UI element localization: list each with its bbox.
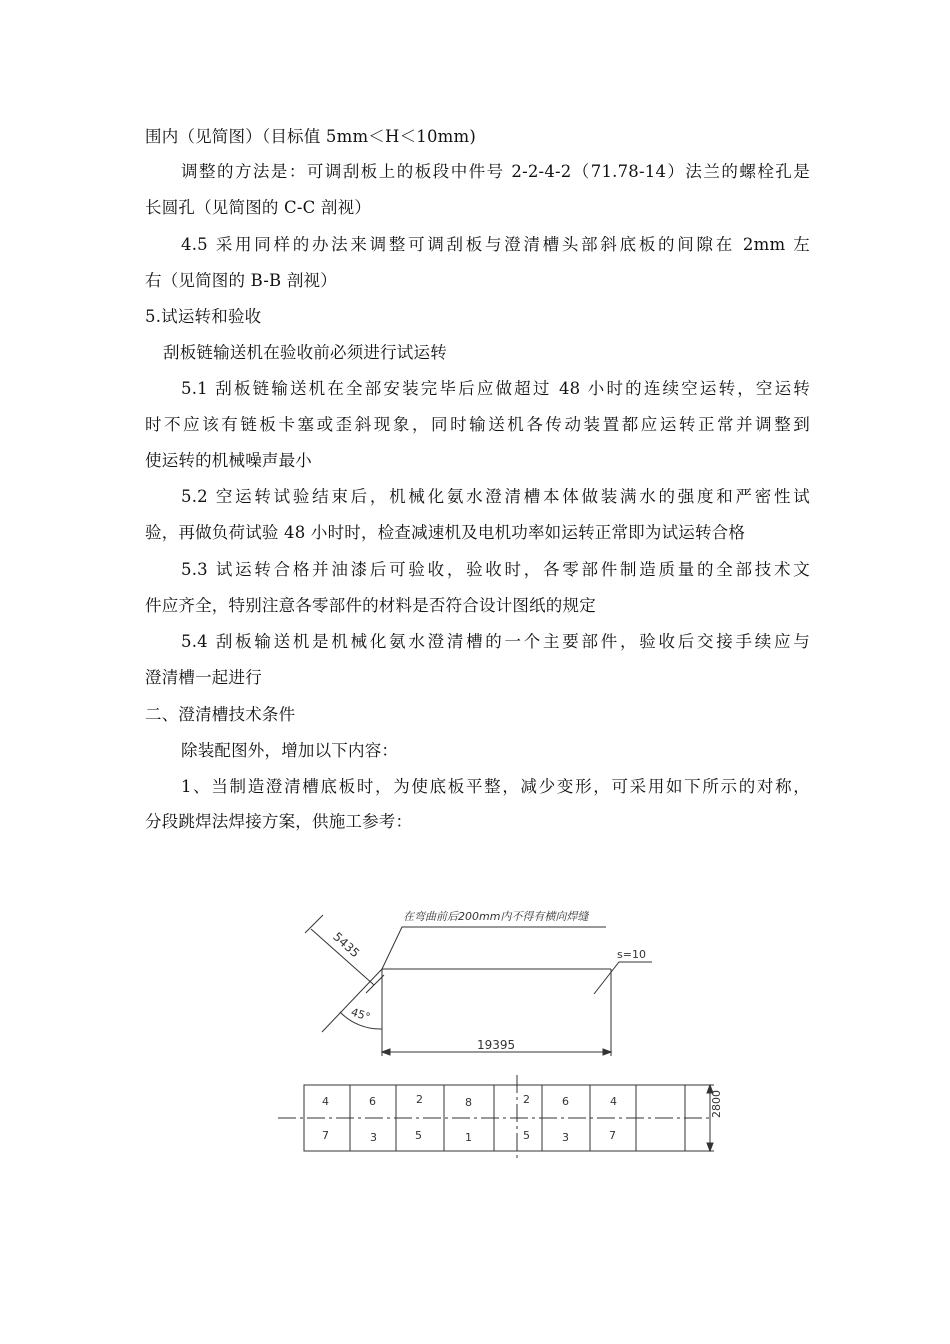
weld-seq-top: 2	[523, 1093, 530, 1106]
slope-plate-line	[322, 969, 382, 1032]
paragraph-line: 右（见简图的 B-B 剖视）	[145, 271, 337, 290]
weld-seq-top: 4	[322, 1095, 329, 1108]
paragraph-line: 澄清槽一起进行	[145, 668, 262, 687]
paragraph-line: 4.5 采用同样的办法来调整可调刮板与澄清槽头部斜底板的间隙在 2mm 左	[181, 235, 810, 254]
weld-seq-bottom: 1	[465, 1131, 472, 1144]
weld-seq-bottom: 5	[523, 1129, 530, 1142]
weld-seq-bottom: 3	[370, 1131, 377, 1144]
angle-label: 45°	[349, 1005, 372, 1024]
weld-seq-bottom: 5	[415, 1129, 422, 1142]
paragraph-line: 1、当制造澄清槽底板时，为使底板平整，减少变形，可采用如下所示的对称，	[181, 777, 810, 796]
height-dimension-label: 2800	[710, 1090, 723, 1118]
paragraph-line: 除装配图外，增加以下内容：	[181, 741, 399, 760]
paragraph-line: 分段跳焊法焊接方案，供施工参考：	[145, 812, 413, 831]
plate-outline	[382, 969, 611, 1032]
paragraph-line: 5.4 刮板输送机是机械化氨水澄清槽的一个主要部件，验收后交接手续应与	[181, 632, 810, 651]
paragraph-line: 长圆孔（见简图的 C-C 剖视）	[145, 198, 372, 217]
weld-seq-top: 6	[369, 1095, 376, 1108]
weld-seq-top: 8	[465, 1096, 472, 1109]
paragraph-line: 刮板链输送机在验收前必须进行试运转	[163, 343, 447, 362]
note-leader	[382, 927, 606, 969]
weld-plan-drawing	[270, 880, 740, 1170]
paragraph-line: 验，再做负荷试验 48 小时时，检查减速机及电机功率如运转正常即为试运转合格	[145, 523, 746, 542]
paragraph-line: 调整的方法是：可调刮板上的板段中件号 2-2-4-2（71.78-14）法兰的螺栓孔是	[181, 162, 810, 181]
paragraph-line: 围内（见简图）（目标值 5mm＜H＜10mm)	[145, 127, 476, 146]
weld-seq-bottom: 7	[322, 1129, 329, 1142]
thickness-leader	[594, 962, 652, 994]
weld-seq-bottom: 3	[562, 1131, 569, 1144]
paragraph-line: 件应齐全，特别注意各零部件的材料是否符合设计图纸的规定	[145, 596, 596, 615]
weld-seq-bottom: 7	[609, 1129, 616, 1142]
weld-seq-top: 4	[610, 1095, 617, 1108]
slope-dimension-label: 5435	[330, 929, 363, 961]
paragraph-line: 时不应该有链板卡塞或歪斜现象，同时输送机各传动装置都应运转正常并调整到	[145, 415, 810, 434]
paragraph-line: 5.3 试运转合格并油漆后可验收，验收时，各零部件制造质量的全部技术文	[181, 560, 810, 579]
section-heading: 二、澄清槽技术条件	[145, 705, 296, 724]
section-heading: 5.试运转和验收	[145, 307, 262, 326]
drawing-note: 在弯曲前后200mm内不得有横向焊缝	[403, 910, 589, 923]
thickness-label: s=10	[617, 948, 646, 961]
weld-seq-top: 6	[562, 1095, 569, 1108]
paragraph-line: 使运转的机械噪声最小	[145, 451, 312, 470]
length-dimension-label: 19395	[477, 1038, 516, 1052]
weld-seq-top: 2	[416, 1093, 423, 1106]
paragraph-line: 5.2 空运转试验结束后，机械化氨水澄清槽本体做装满水的强度和严密性试	[181, 487, 810, 506]
paragraph-line: 5.1 刮板链输送机在全部安装完毕后应做超过 48 小时的连续空运转，空运转	[181, 379, 810, 398]
